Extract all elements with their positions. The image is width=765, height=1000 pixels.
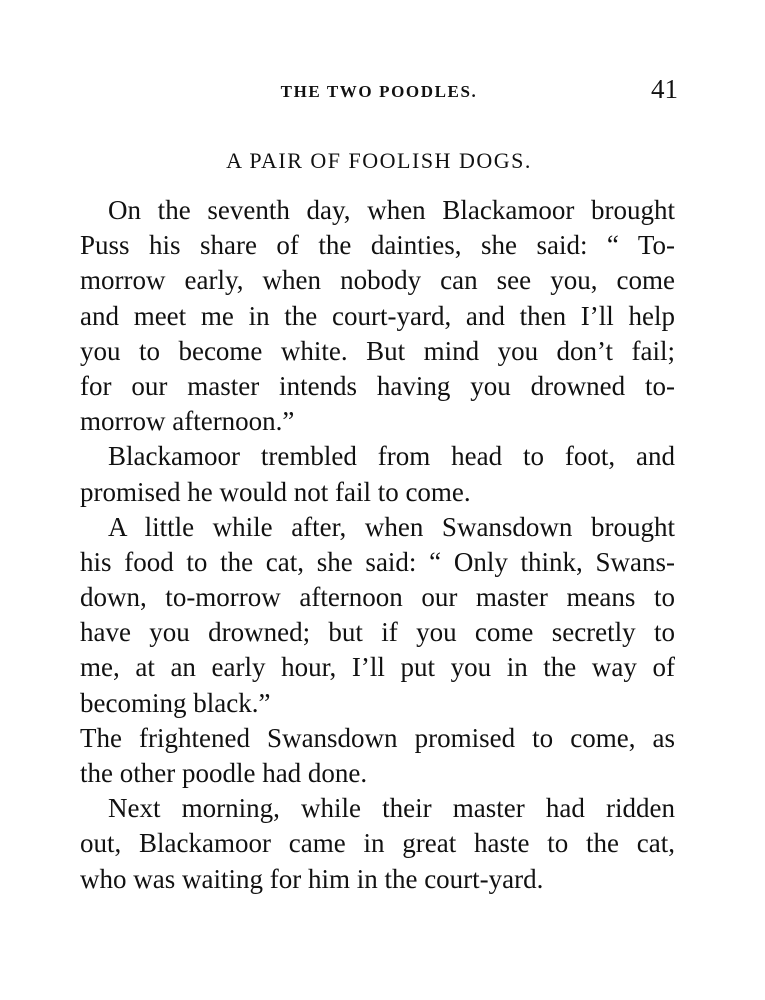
text-line: his food to the cat, she said: “ Only think, Swans-	[80, 546, 675, 577]
text-line: promised he would not fail to come.	[80, 476, 471, 507]
text-line: out, Blackamoor came in great haste to the cat,	[80, 828, 675, 859]
chapter-heading: A PAIR OF FOOLISH DOGS.	[226, 148, 532, 173]
text-line: becoming black.”	[80, 687, 271, 718]
text-line: me, at an early hour, I’ll put you in the way of	[80, 652, 675, 683]
text-line: you to become white. But mind you don’t fail;	[80, 335, 675, 366]
text-line: have you drowned; but if you come secretly to	[80, 617, 675, 648]
text-line: down, to-morrow afternoon our master means to	[80, 582, 675, 613]
text-line: the other poodle had done.	[80, 758, 368, 788]
text-line: Puss his share of the dainties, she said: “ To-	[80, 230, 675, 261]
text-line: and meet me in the court-yard, and then I’ll help	[80, 300, 675, 331]
text-line: morrow early, when nobody can see you, come	[80, 265, 675, 296]
text-line: morrow afternoon.”	[80, 406, 295, 437]
text-line: Next morning, while their master had ridden	[108, 793, 675, 824]
body-text	[80, 193, 675, 897]
text-line: for our master intends having you drowned to-	[80, 370, 675, 401]
text-line: On the seventh day, when Blackamoor brought	[108, 195, 675, 225]
text-line: The frightened Swansdown promised to come, as	[80, 722, 675, 753]
text-line: A little while after, when Swansdown brought	[108, 511, 675, 542]
page-number: 41	[651, 74, 678, 104]
running-title: THE TWO POODLES.	[280, 82, 478, 101]
text-line: Blackamoor trembled from head to foot, and	[108, 441, 675, 472]
running-head	[80, 74, 678, 106]
text-line: who was waiting for him in the court-yard.	[80, 863, 544, 894]
